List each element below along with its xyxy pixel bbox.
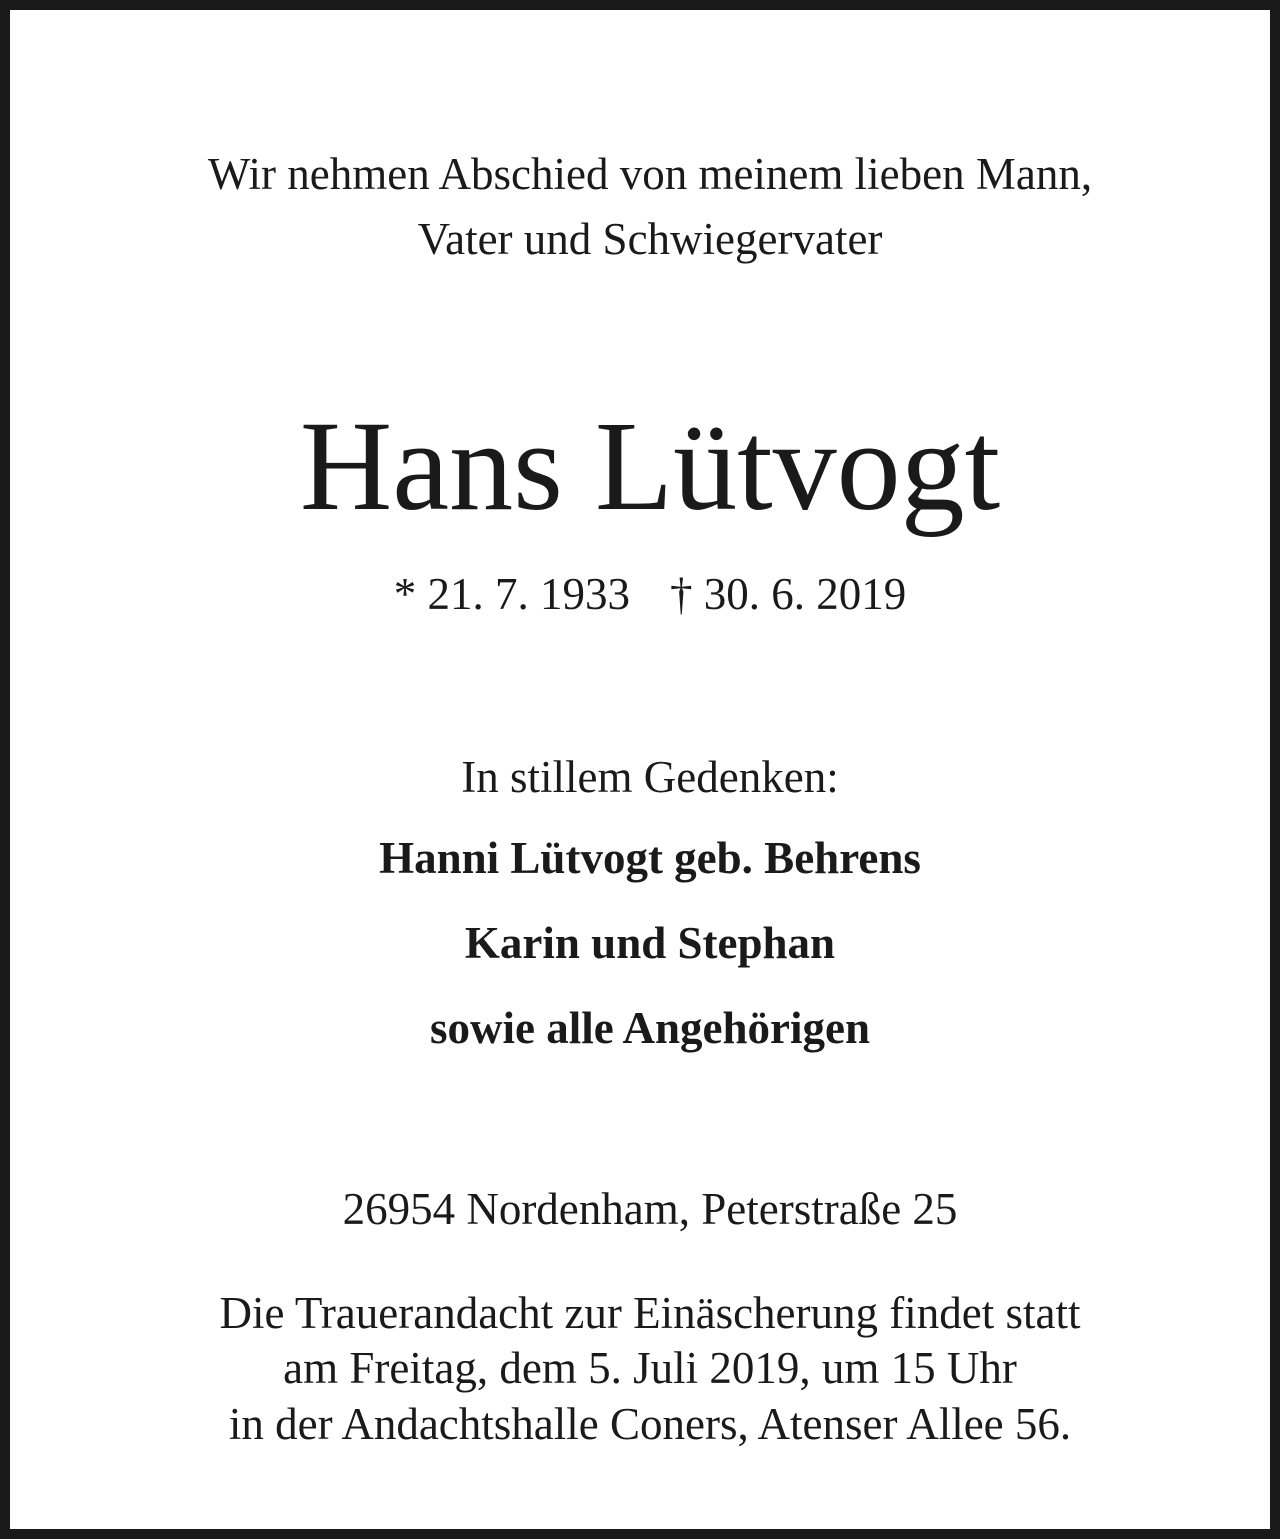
service-line-2: am Freitag, dem 5. Juli 2019, um 15 Uhr (283, 1343, 1017, 1393)
life-dates (10, 569, 1280, 619)
service-line-1: Die Trauerandacht zur Einäscherung findet statt (219, 1288, 1081, 1338)
mourner-name: Karin und Stephan (464, 918, 836, 968)
intro-line-1: Wir nehmen Abschied von meinem lieben Mann, (207, 149, 1093, 199)
intro-line-2: Vater und Schwiegervater (417, 214, 883, 264)
mourners-heading: In stillem Gedenken: (461, 752, 839, 802)
address: 26954 Nordenham, Peterstraße 25 (342, 1184, 958, 1234)
mourner-name: Hanni Lütvogt geb. Behrens (379, 833, 921, 883)
deceased-name: Hans Lütvogt (299, 395, 1001, 537)
death-date: † 30. 6. 2019 (670, 569, 907, 619)
birth-date: * 21. 7. 1933 (393, 569, 630, 619)
mourner-name: sowie alle Angehörigen (430, 1003, 870, 1053)
service-line-3: in der Andachtshalle Coners, Atenser Allee 56. (228, 1399, 1072, 1449)
